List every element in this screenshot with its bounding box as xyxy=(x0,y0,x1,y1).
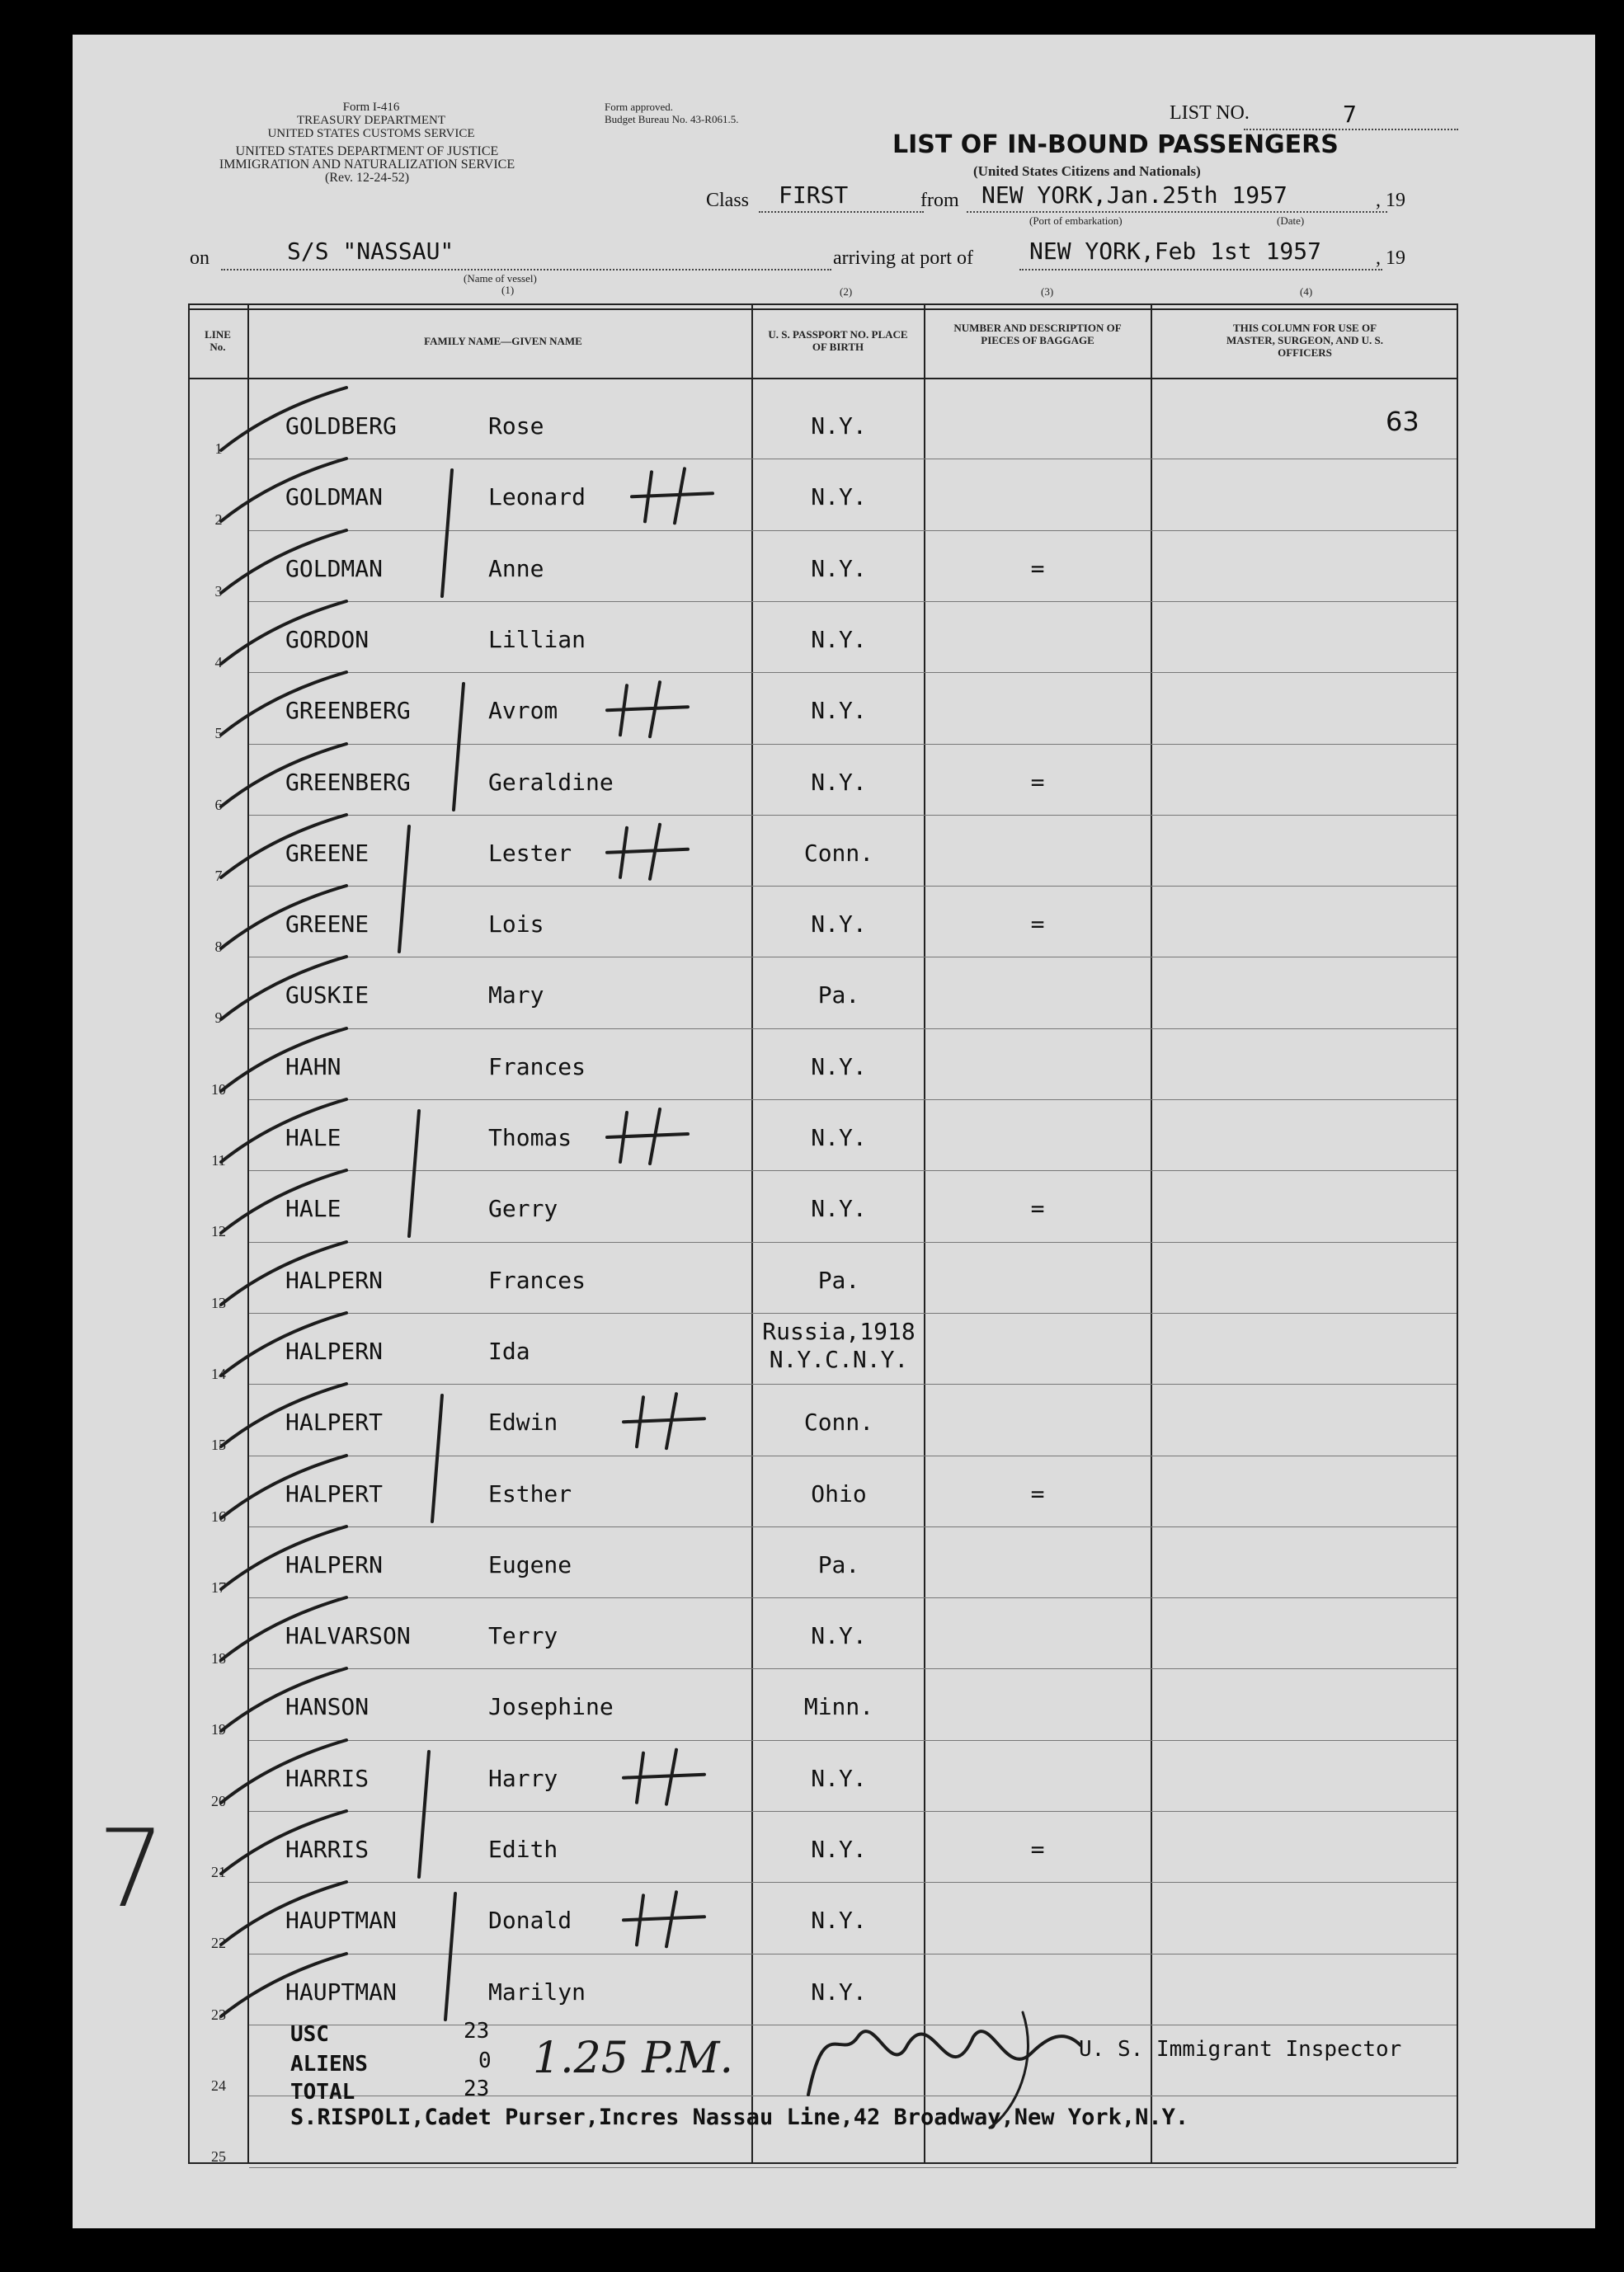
family-name: HALPERT xyxy=(285,1480,384,1508)
line-number: 20 xyxy=(211,1793,226,1809)
vessel-caption: (Name of vessel) xyxy=(464,272,537,285)
class-value: FIRST xyxy=(779,181,849,209)
given-name: Geraldine xyxy=(488,769,614,796)
check-mark-stroke xyxy=(221,1028,346,1091)
place-of-birth: N.Y. xyxy=(811,1836,867,1863)
place-of-birth: Ohio xyxy=(811,1480,867,1508)
form-number: Form I-416 xyxy=(342,101,400,114)
line-number: 7 xyxy=(214,868,223,884)
place-of-birth: Conn. xyxy=(803,1409,874,1436)
line-number: 12 xyxy=(211,1223,226,1239)
place-of-birth: N.Y. xyxy=(811,697,867,724)
check-mark-stroke xyxy=(221,1597,346,1660)
given-name: Edwin xyxy=(488,1409,558,1436)
family-name: HALPERN xyxy=(285,1267,384,1294)
family-bracket xyxy=(454,684,464,810)
family-name: GREENBERG xyxy=(285,769,411,796)
header-officers: THIS COLUMN FOR USE OF MASTER, SURGEON, AND U. S. OFFICERS xyxy=(1226,322,1383,359)
family-name: GORDON xyxy=(285,626,370,653)
check-mark-stroke xyxy=(221,886,346,948)
from-year-suffix: , 19 xyxy=(1376,190,1405,211)
line-number: 3 xyxy=(214,583,223,600)
family-name: GREENBERG xyxy=(285,697,411,724)
place-of-birth: Conn. xyxy=(803,840,874,867)
place-of-birth: N.Y. xyxy=(811,769,867,796)
check-mark-stroke xyxy=(221,1954,346,2016)
family-name: GREENE xyxy=(285,840,370,867)
family-name: HALPERN xyxy=(285,1551,384,1578)
given-name: Frances xyxy=(488,1267,586,1294)
inspector-signature-tail xyxy=(990,2012,1028,2128)
family-name: GOLDMAN xyxy=(285,483,384,510)
head-of-family-mark xyxy=(624,1394,704,1448)
family-bracket xyxy=(419,1752,429,1877)
head-of-family-mark xyxy=(607,825,688,879)
check-mark-stroke xyxy=(221,1882,346,1945)
place-of-birth: Pa. xyxy=(817,981,860,1009)
purser-line: S.RISPOLI,Cadet Purser,Incres Nassau Line,42 Broadway,New York,N.Y. xyxy=(290,2105,1189,2130)
header-passport: U. S. PASSPORT NO. PLACE OF BIRTH xyxy=(768,328,908,353)
place-of-birth: N.Y. xyxy=(811,483,867,510)
place-of-birth: N.Y. xyxy=(811,1907,867,1934)
given-name: Ida xyxy=(488,1338,530,1365)
family-name: HALPERT xyxy=(285,1409,384,1436)
given-name: Mary xyxy=(488,981,544,1009)
header-name: FAMILY NAME—GIVEN NAME xyxy=(424,335,582,347)
line-number: 15 xyxy=(211,1437,226,1453)
given-name: Lillian xyxy=(488,626,586,653)
usc-label: USC xyxy=(290,2022,329,2047)
usc-value: 23 xyxy=(464,2019,490,2044)
family-name: GOLDMAN xyxy=(285,555,384,582)
given-name: Avrom xyxy=(488,697,558,724)
check-mark-stroke xyxy=(221,1313,346,1376)
inspector-label: U. S. Immigrant Inspector xyxy=(1079,2037,1402,2062)
family-bracket xyxy=(445,1893,455,2020)
check-mark-stroke xyxy=(221,459,346,521)
head-of-family-mark xyxy=(632,468,713,523)
baggage-count: = xyxy=(1030,910,1045,938)
baggage-count: = xyxy=(1030,1480,1045,1508)
col-num-4: (4) xyxy=(1300,285,1313,298)
class-label: Class xyxy=(706,190,750,211)
date-caption: (Date) xyxy=(1277,214,1305,227)
line-number: 24 xyxy=(211,2077,226,2094)
given-name: Anne xyxy=(488,555,544,582)
line-number: 10 xyxy=(211,1081,226,1098)
inspector-signature xyxy=(808,2031,1080,2095)
given-name: Harry xyxy=(488,1765,558,1792)
arriving-year-suffix: , 19 xyxy=(1376,247,1405,269)
col-num-3: (3) xyxy=(1041,285,1054,298)
agency-sub: IMMIGRATION AND NATURALIZATION SERVICE xyxy=(219,158,515,172)
family-name: HALE xyxy=(285,1195,341,1222)
check-mark-stroke xyxy=(221,601,346,664)
line-number: 4 xyxy=(214,654,223,670)
arriving-label: arriving at port of xyxy=(833,247,973,269)
head-of-family-mark xyxy=(624,1750,704,1804)
check-mark-stroke xyxy=(221,1384,346,1446)
check-mark-stroke xyxy=(221,1526,346,1589)
port-caption: (Port of embarkation) xyxy=(1029,214,1123,227)
check-mark-stroke xyxy=(221,1242,346,1305)
place-of-birth: N.Y. xyxy=(811,1195,867,1222)
given-name: Leonard xyxy=(488,483,586,510)
line-number: 5 xyxy=(214,725,223,741)
agency-name: UNITED STATES DEPARTMENT OF JUSTICE xyxy=(235,144,499,158)
check-mark-stroke xyxy=(221,530,346,593)
place-of-birth: N.Y.C.N.Y. xyxy=(769,1346,909,1373)
line-number: 14 xyxy=(211,1366,226,1382)
line-number: 18 xyxy=(211,1650,226,1667)
place-of-birth: Pa. xyxy=(817,1267,860,1294)
place-of-birth: N.Y. xyxy=(811,1622,867,1649)
line-number: 17 xyxy=(211,1579,226,1596)
check-mark-stroke xyxy=(221,1456,346,1518)
header-baggage: NUMBER AND DESCRIPTION OF PIECES OF BAGGAGE xyxy=(953,322,1122,346)
line-number: 1 xyxy=(214,440,223,457)
given-name: Edith xyxy=(488,1836,558,1863)
handwritten-time: 1.25 P.M. xyxy=(533,2034,734,2083)
budget-bureau-no: Budget Bureau No. 43-R061.5. xyxy=(605,113,739,125)
line-number: 23 xyxy=(211,2006,226,2023)
place-of-birth: N.Y. xyxy=(811,1978,867,2006)
family-name: HAHN xyxy=(285,1053,341,1080)
check-mark-stroke xyxy=(221,388,346,450)
place-of-birth: Pa. xyxy=(817,1551,860,1578)
family-name: GOLDBERG xyxy=(285,412,397,440)
aliens-label: ALIENS xyxy=(290,2052,368,2077)
line-number: 22 xyxy=(211,1935,226,1951)
given-name: Eugene xyxy=(488,1551,572,1578)
total-value: 23 xyxy=(464,2077,490,2101)
on-label: on xyxy=(190,247,209,269)
line-number: 8 xyxy=(214,938,223,955)
check-mark-stroke xyxy=(221,957,346,1019)
arriving-value: NEW YORK,Feb 1st 1957 xyxy=(1029,238,1322,265)
family-bracket xyxy=(409,1111,419,1236)
given-name: Lester xyxy=(488,840,572,867)
line-number: 19 xyxy=(211,1721,226,1738)
family-name: HANSON xyxy=(285,1693,370,1720)
given-name: Lois xyxy=(488,910,544,938)
page-title: LIST OF IN-BOUND PASSENGERS xyxy=(892,130,1339,159)
head-of-family-mark xyxy=(624,1892,704,1946)
check-mark-stroke xyxy=(221,1668,346,1731)
family-bracket xyxy=(399,826,409,952)
check-mark-stroke xyxy=(221,744,346,807)
family-name: HARRIS xyxy=(285,1765,370,1792)
birth-note: Russia,1918 xyxy=(762,1318,916,1345)
aliens-value: 0 xyxy=(478,2049,492,2073)
line-number: 13 xyxy=(211,1295,226,1311)
family-name: GREENE xyxy=(285,910,370,938)
given-name: Frances xyxy=(488,1053,586,1080)
officer-note: 63 xyxy=(1386,406,1419,437)
total-label: TOTAL xyxy=(290,2080,355,2105)
place-of-birth: Minn. xyxy=(803,1693,874,1720)
list-no-label: LIST NO. xyxy=(1170,102,1250,124)
place-of-birth: N.Y. xyxy=(811,626,867,653)
list-no-value: 7 xyxy=(1343,101,1357,128)
service-name: UNITED STATES CUSTOMS SERVICE xyxy=(267,127,475,140)
family-name: HALPERN xyxy=(285,1338,384,1365)
family-name: HAUPTMAN xyxy=(285,1978,397,2006)
page-subtitle: (United States Citizens and Nationals) xyxy=(973,163,1201,179)
place-of-birth: N.Y. xyxy=(811,412,867,440)
place-of-birth: N.Y. xyxy=(811,1765,867,1792)
given-name: Marilyn xyxy=(488,1978,586,2006)
family-bracket xyxy=(432,1395,442,1522)
vessel-col-num: (1) xyxy=(501,284,515,296)
place-of-birth: N.Y. xyxy=(811,910,867,938)
approval-text: Form approved. xyxy=(605,101,674,113)
given-name: Terry xyxy=(488,1622,558,1649)
check-mark-stroke xyxy=(221,672,346,735)
check-mark-stroke xyxy=(221,1170,346,1233)
given-name: Thomas xyxy=(488,1124,572,1151)
check-mark-stroke xyxy=(221,1740,346,1803)
place-of-birth: N.Y. xyxy=(811,1124,867,1151)
family-name: GUSKIE xyxy=(285,981,370,1009)
vessel-name: S/S "NASSAU" xyxy=(287,238,454,265)
head-of-family-mark xyxy=(607,1109,688,1164)
baggage-count: = xyxy=(1030,1195,1045,1222)
baggage-count: = xyxy=(1030,769,1045,796)
line-number: 11 xyxy=(211,1152,226,1169)
place-of-birth: N.Y. xyxy=(811,555,867,582)
from-value: NEW YORK,Jan.25th 1957 xyxy=(981,181,1287,209)
check-mark-stroke xyxy=(221,1811,346,1874)
line-number: 9 xyxy=(214,1009,223,1026)
family-bracket xyxy=(442,470,452,596)
col-num-2: (2) xyxy=(840,285,853,298)
given-name: Gerry xyxy=(488,1195,558,1222)
family-name: HAUPTMAN xyxy=(285,1907,397,1934)
given-name: Rose xyxy=(488,412,544,440)
line-number: 6 xyxy=(214,797,223,813)
check-mark-stroke xyxy=(221,815,346,877)
place-of-birth: N.Y. xyxy=(811,1053,867,1080)
baggage-count: = xyxy=(1030,1836,1045,1863)
family-name: HARRIS xyxy=(285,1836,370,1863)
department-name: TREASURY DEPARTMENT xyxy=(296,114,446,127)
baggage-count: = xyxy=(1030,555,1045,582)
family-name: HALE xyxy=(285,1124,341,1151)
given-name: Josephine xyxy=(488,1693,614,1720)
line-number: 25 xyxy=(211,2148,226,2165)
given-name: Donald xyxy=(488,1907,572,1934)
from-label: from xyxy=(920,190,959,211)
margin-handwritten-mark: 7 xyxy=(97,1806,166,1931)
check-mark-stroke xyxy=(221,1099,346,1162)
family-name: HALVARSON xyxy=(285,1622,411,1649)
given-name: Esther xyxy=(488,1480,572,1508)
header-line-no: LINE No. xyxy=(205,328,231,353)
line-number: 2 xyxy=(214,511,223,528)
revision-date: (Rev. 12-24-52) xyxy=(324,171,410,185)
line-number: 16 xyxy=(211,1508,226,1525)
line-number: 21 xyxy=(211,1864,226,1880)
head-of-family-mark xyxy=(607,682,688,736)
